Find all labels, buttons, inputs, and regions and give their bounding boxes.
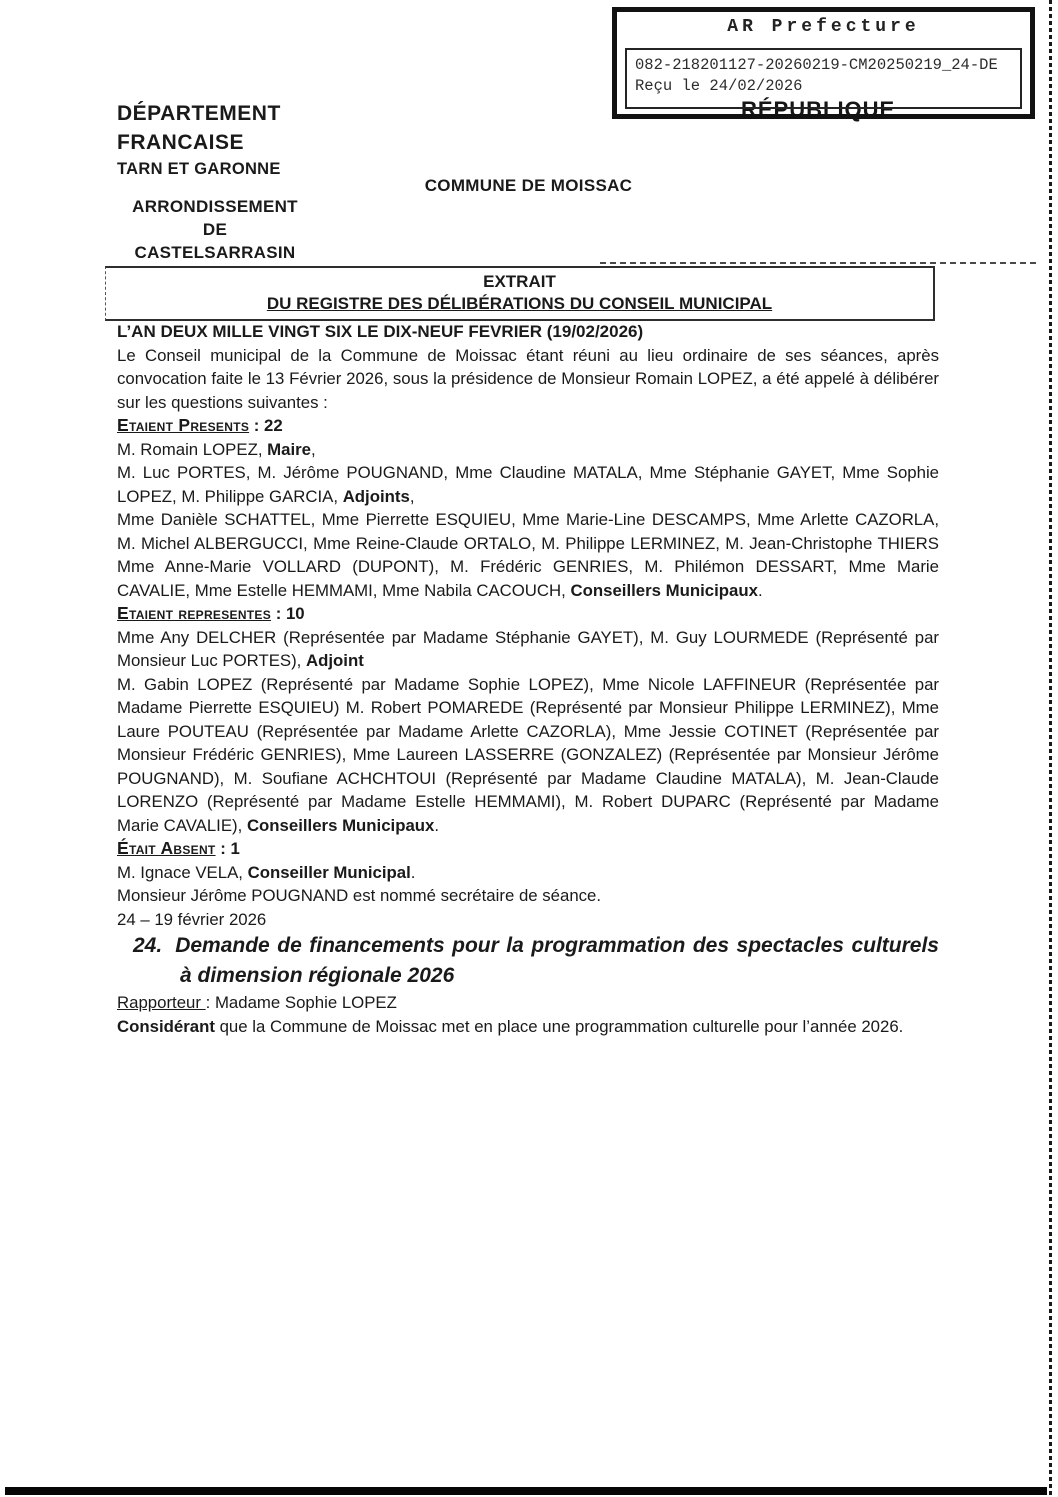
text-run: . [434, 815, 440, 835]
text-run: , [310, 439, 316, 459]
bold-run: Considérant [117, 1016, 215, 1036]
rapporteur-value: : Madame Sophie LOPEZ [205, 993, 397, 1012]
representes-line-adjoint [117, 626, 939, 673]
absent-label: Était Absent [117, 838, 216, 858]
text-run: Mme Danièle SCHATTEL, Mme Pierrette ESQUIEU, Mme Marie-Line DESCAMPS, Mme Arlette CAZORLA, M. Michel ALBERGUCCI, Mme Reine-Claude ORTALO, M. Philippe LERMINEZ, M. Jean-Christophe THIERS Mme Anne-Marie VOLLARD (DUPONT), M. Frédéric GENRIES, M. Philémon DESSART, Mme Marie CAVALIE, Mme Estelle HEMMAMI, Mme Nabila CACOUCH, [117, 510, 939, 600]
absent-line [117, 861, 939, 885]
departement-line3: TARN ET GARONNE [117, 160, 281, 178]
presents-label: Etaient Presents [117, 415, 250, 435]
session-intro: Le Conseil municipal de la Commune de Moissac étant réuni au lieu ordinaire de ses séances, après convocation faite le 13 Février 2026, sous la présidence de Monsieur Romain LOPEZ, a été appelé à délibérer sur les questions suivantes : [117, 345, 939, 412]
arrondissement-line3: CASTELSARRASIN [134, 243, 296, 262]
scan-edge-artifact [1049, 0, 1052, 1497]
bold-run: Adjoint [306, 651, 364, 670]
absent-heading [117, 837, 939, 861]
secretary-line: Monsieur Jérôme POUGNAND est nommé secrétaire de séance. [117, 886, 602, 905]
arrondissement-block [117, 195, 313, 264]
extrait-title-box [105, 266, 935, 321]
presents-line-adjoints [117, 461, 939, 508]
scan-dash-artifact [600, 262, 1036, 264]
bold-run: Conseillers Municipaux [570, 580, 758, 600]
absent-count: : 1 [215, 839, 240, 858]
commune-title: COMMUNE DE MOISSAC [424, 176, 633, 195]
presents-line-maire [117, 438, 939, 462]
arrondissement-line2: DE [202, 220, 228, 239]
text-run: M. Romain LOPEZ, [117, 439, 268, 459]
stamp-title: AR Prefecture [727, 17, 920, 37]
stamp-code: 082-218201127-20260219-CM20250219_24-DE [635, 56, 998, 74]
extrait-line1: EXTRAIT [483, 272, 556, 291]
arrondissement-line1: ARRONDISSEMENT [132, 197, 298, 216]
text-run: M. Gabin LOPEZ (Représenté par Madame Sophie LOPEZ), Mme Nicole LAFFINEUR (Représentée par Madame Pierrette ESQUIEU) M. Robert POMAREDE (Représenté par Monsieur Philippe LERMINEZ), Mme Laure POUTEAU (Représentée par Madame Arlette CAZORLA), Mme Jessie COTINET (Représentée par Monsieur Frédéric GENRIES), Mme Laureen LASSERRE (GONZALEZ) (Représentée par Monsieur Jérôme POUGNAND), M. Soufiane ACHCHTOUI (Représenté par Madame Claudine MATALA), M. Jean-Claude LORENZO (Représenté par Madame Estelle HEMMAMI), M. Robert DUPARC (Représenté par Madame Marie CAVALIE), [117, 674, 939, 835]
deliberation-heading [117, 931, 939, 991]
bold-run: Adjoints [342, 486, 410, 506]
bold-run: Conseiller Municipal [247, 862, 411, 882]
republique-label: RÉPUBLIQUE [741, 97, 896, 122]
text-run: Mme Any DELCHER (Représentée par Madame Stéphanie GAYET), M. Guy LOURMEDE (Représenté par Monsieur Luc PORTES), [117, 627, 939, 670]
presents-count: : 22 [249, 416, 283, 435]
representes-count: : 10 [271, 604, 305, 623]
bold-run: Maire [267, 439, 311, 459]
deliberation-number: 24. [133, 934, 163, 957]
departement-line1: DÉPARTEMENT [117, 102, 281, 125]
prefecture-stamp [612, 7, 1035, 119]
rapporteur-line [117, 991, 939, 1015]
text-run: . [410, 862, 416, 882]
deliberation-ref: 24 – 19 février 2026 [117, 909, 267, 929]
deliberation-title: Demande de financements pour la programmation des spectacles culturels à dimension régionale 2026 [175, 934, 939, 987]
presents-heading [117, 414, 939, 438]
representes-heading [117, 602, 939, 626]
stamp-reference-box [625, 48, 1022, 109]
text-run: que la Commune de Moissac met en place une programmation culturelle pour l’année 2026. [214, 1016, 904, 1036]
representes-label: Etaient representes [117, 603, 272, 623]
session-date-line: L’AN DEUX MILLE VINGT SIX LE DIX-NEUF FEVRIER (19/02/2026) [117, 322, 644, 341]
departement-line2: FRANCAISE [117, 131, 245, 154]
considerant-paragraph [117, 1015, 939, 1039]
text-run: . [757, 580, 763, 600]
text-run: M. Ignace VELA, [117, 862, 248, 882]
text-run: , [409, 486, 415, 506]
representes-line-conseillers [117, 673, 939, 838]
stamp-received-date: Reçu le 24/02/2026 [635, 77, 803, 95]
rapporteur-label: Rapporteur [117, 993, 206, 1012]
document-body [117, 320, 939, 1038]
presents-line-conseillers [117, 508, 939, 602]
bold-run: Conseillers Municipaux [246, 815, 435, 835]
scan-bottom-bar-artifact [5, 1487, 1047, 1495]
text-run: M. Luc PORTES, M. Jérôme POUGNAND, Mme Claudine MATALA, Mme Stéphanie GAYET, Mme Sophie LOPEZ, M. Philippe GARCIA, [117, 463, 939, 506]
extrait-line2: DU REGISTRE DES DÉLIBÉRATIONS DU CONSEIL MUNICIPAL [266, 294, 773, 313]
